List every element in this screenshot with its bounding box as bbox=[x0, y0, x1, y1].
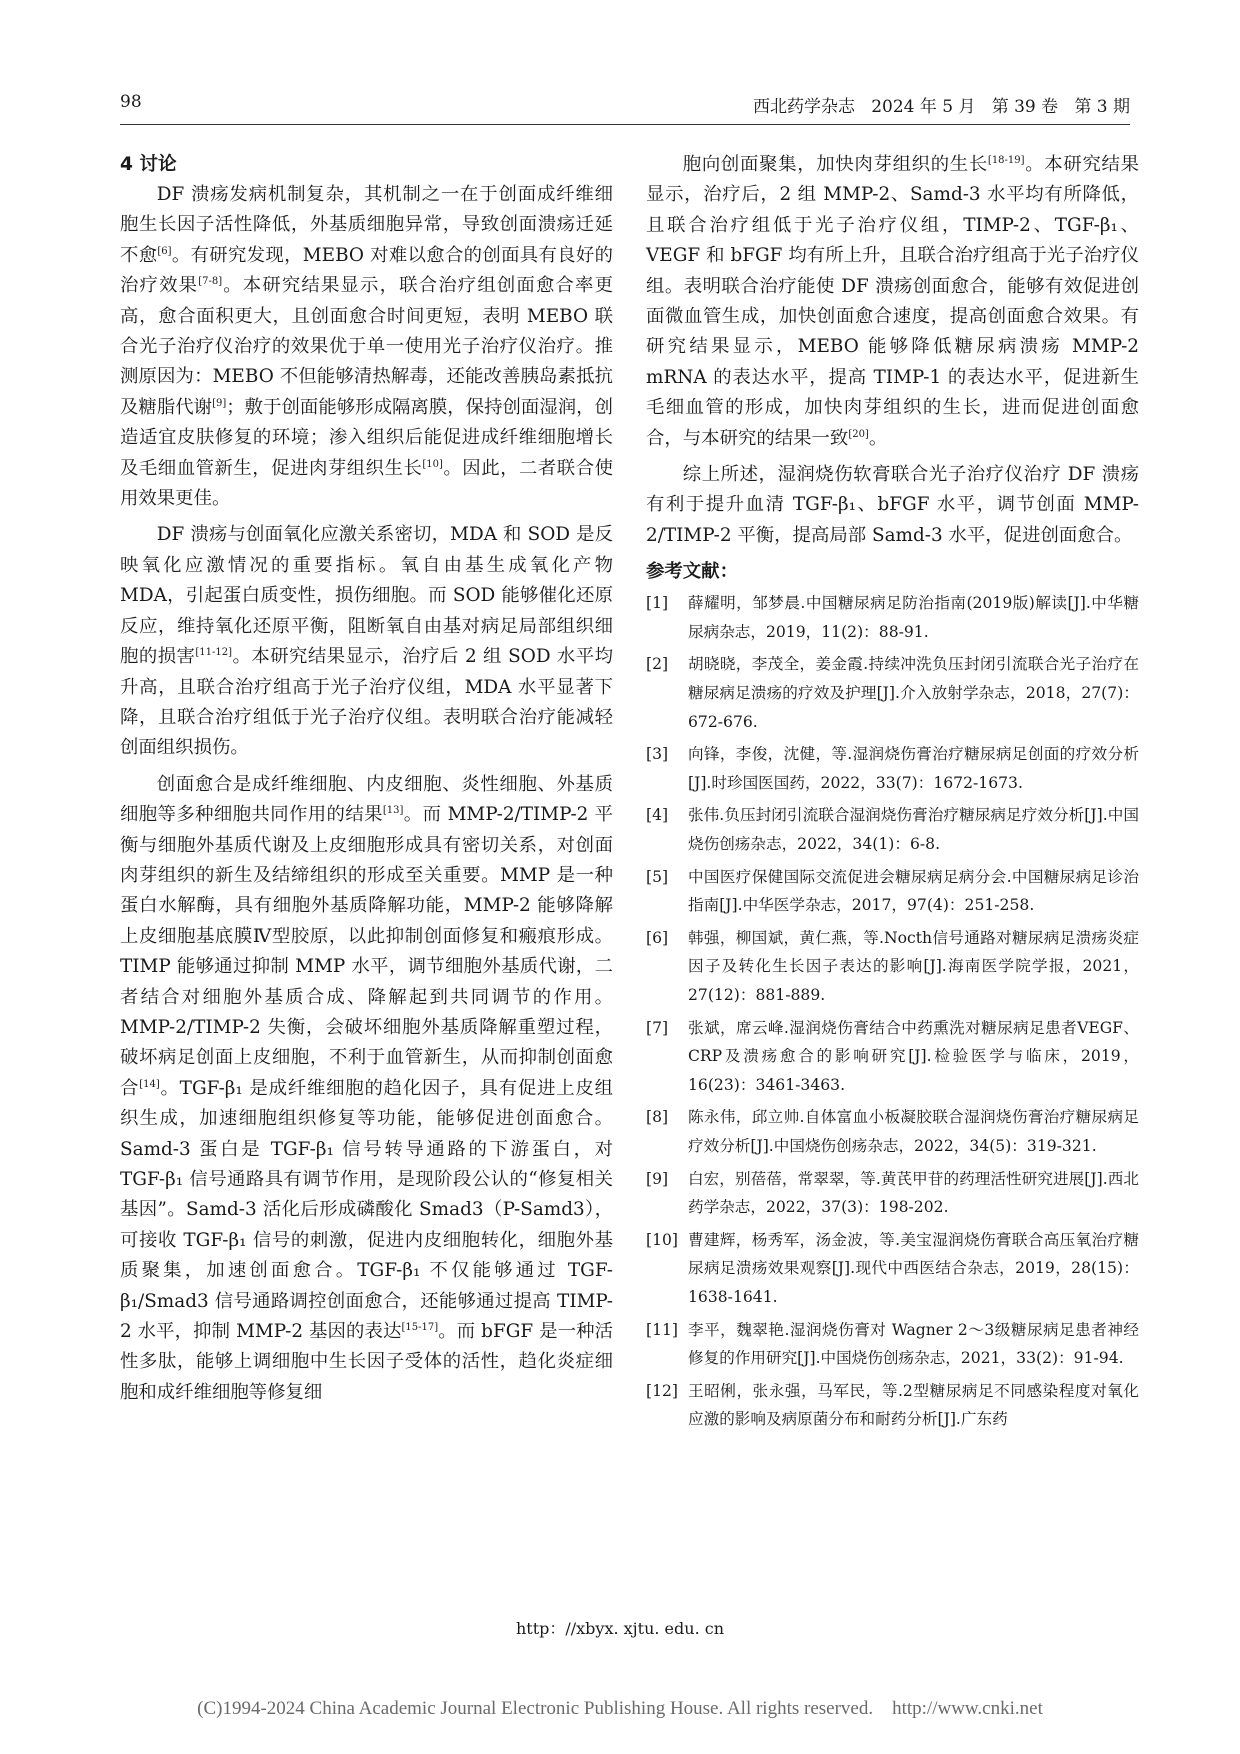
body-paragraph: DF 溃疡与创面氧化应激关系密切，MDA 和 SOD 是反映氧化应激情况的重要指标。氧自由基生成氧化产物 MDA，引起蛋白质变性，损伤细胞。而 SOD 能够催化还原反应，维持氧化还原平衡，阻断氧自由基对病足局部组织细胞的损害[11-12]。本研究结果显示，治疗后 2 组 SOD 水平均升高，且联合治疗组高于光子治疗仪组，MDA 水平显著下降，且联合治疗组低于光子治疗仪组。表明联合治疗能减轻创面组织损伤。 bbox=[120, 524, 613, 759]
reference-item bbox=[646, 1316, 1139, 1373]
reference-item bbox=[646, 863, 1139, 920]
reference-number: [4] bbox=[646, 806, 669, 825]
reference-number: [2] bbox=[646, 655, 669, 674]
citation-marker: [6] bbox=[157, 245, 172, 257]
citation-marker: [11-12] bbox=[195, 646, 233, 658]
reference-text: 王昭俐，张永强，马军民，等.2型糖尿病足不同感染程度对氧化应激的影响及病原菌分布和耐药分析[J].广东药 bbox=[688, 1381, 1139, 1429]
reference-text: 李平，魏翠艳.湿润烧伤膏对 Wagner 2～3级糖尿病足患者神经修复的作用研究[J].中国烧伤创疡杂志，2021，33(2)：91-94. bbox=[688, 1320, 1139, 1368]
reference-number: [6] bbox=[646, 928, 669, 947]
right-paragraphs bbox=[646, 150, 1139, 551]
reference-item bbox=[646, 589, 1139, 646]
reference-item bbox=[646, 1014, 1139, 1100]
reference-number: [11] bbox=[646, 1320, 679, 1339]
citation-marker: [18-19] bbox=[987, 154, 1025, 166]
reference-text: 张伟.负压封闭引流联合湿润烧伤膏治疗糖尿病足疗效分析[J].中国烧伤创疡杂志，2022，34(1)：6-8. bbox=[688, 806, 1139, 854]
reference-text: 薛耀明，邹梦晨.中国糖尿病足防治指南(2019版)解读[J].中华糖尿病杂志，2019，11(2)：88-91. bbox=[688, 594, 1139, 641]
footer-url: http：//xbyx. xjtu. edu. cn bbox=[515, 1619, 725, 1638]
citation-marker: [13] bbox=[382, 805, 404, 816]
reference-text: 韩强，柳国斌，黄仁燕，等.Nocth信号通路对糖尿病足溃疡炎症因子及转化生长因子表达的影响[J].海南医学院学报，2021，27(12)：881-889. bbox=[688, 928, 1139, 1004]
reference-item bbox=[646, 1165, 1139, 1222]
right-column bbox=[646, 150, 1139, 1438]
reference-item bbox=[646, 1226, 1139, 1312]
reference-number: [9] bbox=[646, 1169, 669, 1188]
body-paragraph: 创面愈合是成纤维细胞、内皮细胞、炎性细胞、外基质细胞等多种细胞共同作用的结果[13]。而 MMP-2/TIMP-2 平衡与细胞外基质代谢及上皮细胞形成具有密切关系，对创面肉芽组织的新生及结缔组织的形成至关重要。MMP 是一种蛋白水解酶，具有细胞外基质降解功能，MMP-2 能够降解上皮细胞基底膜Ⅳ型胶原，以此抑制创面修复和瘢痕形成。TIMP 能够通过抑制 MMP 水平，调节细胞外基质代谢，二者结合对细胞外基质合成、降解起到共同调节的作用。MMP-2/TIMP-2 失衡，会破坏细胞外基质降解重塑过程，破坏病足创面上皮细胞，不利于血管新生，从而抑制创面愈合[14]。TGF-β₁ 是成纤维细胞的趋化因子，具有促进上皮组织生成，加速细胞组织修复等功能，能够促进创面愈合。Samd-3 蛋白是 TGF-β₁ 信号转导通路的下游蛋白，对 TGF-β₁ 信号通路具有调节作用，是现阶段公认的“修复相关基因”。Samd-3 活化后形成磷酸化 Smad3（P-Samd3），可接收 TGF-β₁ 信号的刺激，促进内皮细胞转化，细胞外基质聚集，加速创面愈合。TGF-β₁ 不仅能够通过 TGF-β₁/Smad3 信号通路调控创面愈合，还能够通过提高 TIMP-2 水平，抑制 MMP-2 基因的表达[15-17]。而 bFGF 是一种活性多肽，能够上调细胞中生长因子受体的活性，趋化炎症细胞和成纤维细胞等修复细 bbox=[120, 773, 613, 1403]
left-paragraphs bbox=[120, 180, 613, 1408]
page-number: 98 bbox=[120, 92, 142, 112]
citation-marker: [9] bbox=[212, 397, 227, 409]
reference-number: [7] bbox=[646, 1018, 669, 1037]
reference-text: 白宏，别蓓蓓，常翠翠，等.黄芪甲苷的药理活性研究进展[J].西北药学杂志，2022，37(3)：198-202. bbox=[688, 1169, 1139, 1217]
citation-marker: [20] bbox=[848, 428, 869, 440]
reference-text: 向锋，李俊，沈健，等.湿润烧伤膏治疗糖尿病足创面的疗效分析[J].时珍国医国药，2022，33(7)：1672-1673. bbox=[688, 745, 1139, 792]
reference-item bbox=[646, 924, 1139, 1010]
citation-marker: [7-8] bbox=[198, 276, 223, 288]
reference-text: 中国医疗保健国际交流促进会糖尿病足病分会.中国糖尿病足诊治指南[J].中华医学杂志，2017，97(4)：251-258. bbox=[688, 867, 1139, 915]
citation-marker: [14] bbox=[139, 1078, 160, 1090]
reference-item bbox=[646, 1377, 1139, 1434]
citation-marker: [10] bbox=[422, 458, 443, 470]
reference-item bbox=[646, 650, 1139, 736]
reference-number: [5] bbox=[646, 867, 669, 886]
reference-text: 胡晓晓，李茂全，姜金霞.持续冲洗负压封闭引流联合光子治疗在糖尿病足溃疡的疗效及护理[J].介入放射学杂志，2018，27(7)：672-676. bbox=[688, 655, 1139, 731]
reference-number: [12] bbox=[646, 1381, 679, 1400]
section-heading: 4 讨论 bbox=[120, 154, 177, 175]
reference-item bbox=[646, 801, 1139, 858]
left-column bbox=[120, 150, 613, 1414]
reference-number: [8] bbox=[646, 1108, 669, 1127]
reference-text: 陈永伟，邱立帅.自体富血小板凝胶联合湿润烧伤膏治疗糖尿病足疗效分析[J].中国烧伤创疡杂志，2022，34(5)：319-321. bbox=[688, 1108, 1139, 1155]
reference-text: 张斌，席云峰.湿润烧伤膏结合中药熏洗对糖尿病足患者VEGF、CRP及溃疡愈合的影响研究[J].检验医学与临床，2019，16(23)：3461-3463. bbox=[688, 1018, 1139, 1094]
reference-item bbox=[646, 740, 1139, 797]
journal-info: 西北药学杂志 2024 年 5 月 第 39 卷 第 3 期 bbox=[753, 97, 1130, 117]
body-paragraph: DF 溃疡发病机制复杂，其机制之一在于创面成纤维细胞生长因子活性降低，外基质细胞异常，导致创面溃疡迁延不愈[6]。有研究发现，MEBO 对难以愈合的创面具有良好的治疗效果[7-8]。本研究结果显示，联合治疗组创面愈合率更高，愈合面积更大，且创面愈合时间更短，表明 MEBO 联合光子治疗仪治疗的效果优于单一使用光子治疗仪治疗。推测原因为：MEBO 不但能够清热解毒，还能改善胰岛素抵抗及糖脂代谢[9]；敷于创面能够形成隔离膜，保持创面湿润，创造适宜皮肤修复的环境；渗入组织后能促进成纤维细胞增长及毛细血管新生，促进肉芽组织生长[10]。因此，二者联合使用效果更佳。 bbox=[120, 184, 613, 510]
reference-number: [3] bbox=[646, 745, 669, 764]
reference-text: 曹建辉，杨秀军，汤金波，等.美宝湿润烧伤膏联合高压氧治疗糖尿病足溃疡效果观察[J].现代中西医结合杂志，2019，28(15)：1638-1641. bbox=[688, 1230, 1139, 1306]
reference-number: [1] bbox=[646, 594, 669, 613]
reference-list bbox=[646, 589, 1139, 1434]
copyright-notice: (C)1994-2024 China Academic Journal Electronic Publishing House. All rights reserved. http://www.cnki.net bbox=[197, 1698, 1043, 1719]
body-paragraph: 胞向创面聚集，加快肉芽组织的生长[18-19]。本研究结果显示，治疗后，2 组 MMP-2、Samd-3 水平均有所降低，且联合治疗组低于光子治疗仪组，TIMP-2、TGF-β₁、VEGF 和 bFGF 均有所上升，且联合治疗组高于光子治疗仪组。表明联合治疗能使 DF 溃疡创面愈合，能够有效促进创面微血管生成，加快创面愈合速度，提高创面愈合效果。有研究结果显示，MEBO 能够降低糖尿病溃疡 MMP-2 mRNA 的表达水平，提高 TIMP-1 的表达水平，促进新生毛细血管的形成，加快肉芽组织的生长，进而促进创面愈合，与本研究的结果一致[20]。 bbox=[646, 154, 1139, 449]
body-paragraph: 综上所述，湿润烧伤软膏联合光子治疗仪治疗 DF 溃疡有利于提升血清 TGF-β₁、bFGF 水平，调节创面 MMP-2/TIMP-2 平衡，提高局部 Samd-3 水平，促进创面愈合。 bbox=[646, 464, 1139, 546]
reference-item bbox=[646, 1103, 1139, 1160]
references-heading: 参考文献： bbox=[646, 561, 738, 583]
citation-marker: [15-17] bbox=[401, 1321, 439, 1333]
running-header bbox=[120, 90, 1130, 125]
reference-number: [10] bbox=[646, 1230, 679, 1249]
